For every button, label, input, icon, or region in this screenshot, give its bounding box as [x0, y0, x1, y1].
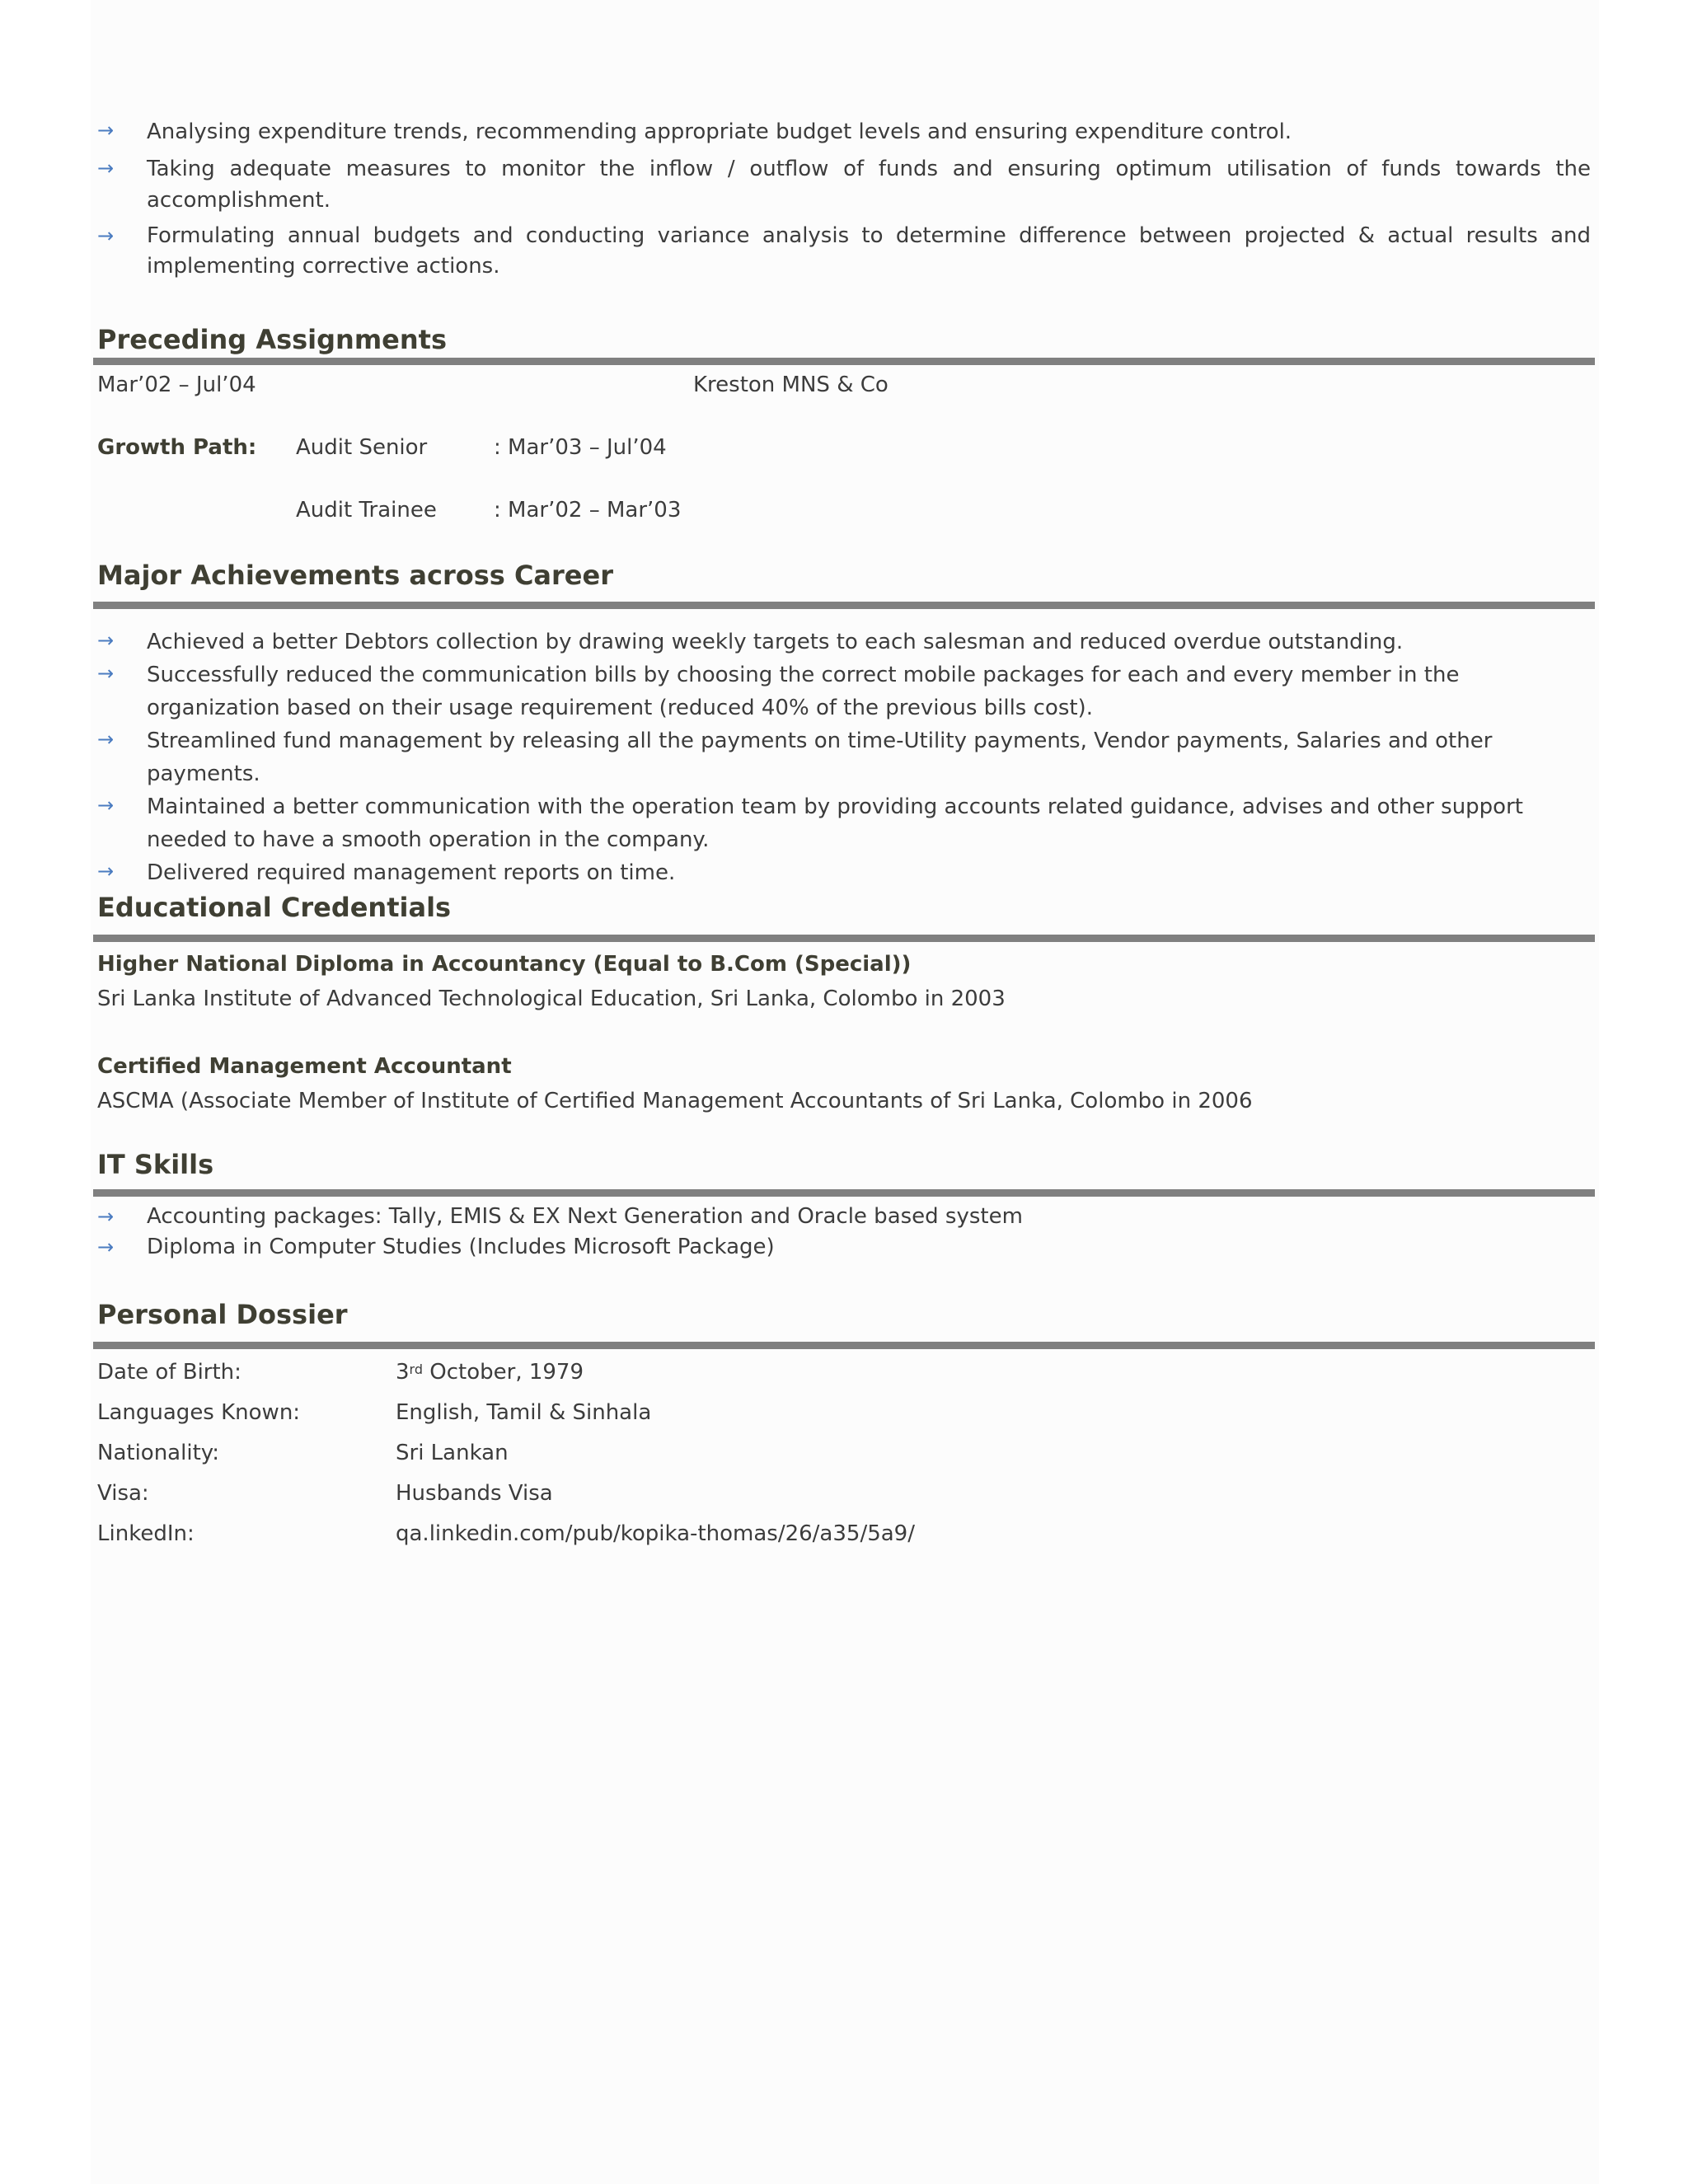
degree-title: Higher National Diploma in Accountancy (Equal to B.Com (Special))	[97, 952, 912, 977]
section-divider	[93, 1342, 1595, 1349]
list-item-text: Accounting packages: Tally, EMIS & EX Next Generation and Oracle based system	[147, 1204, 1023, 1229]
dossier-label: Date of Birth:	[97, 1360, 241, 1385]
degree-title: Certified Management Accountant	[97, 1054, 512, 1079]
right-arrow-icon: →	[97, 662, 115, 685]
list-item	[97, 658, 1591, 724]
responsibility-list	[97, 115, 1591, 282]
list-item-text: Formulating annual budgets and conducting variance analysis to determine difference between projected & actual results and implementing corrective actions.	[147, 223, 1591, 279]
dossier-value: English, Tamil & Sinhala	[396, 1400, 652, 1425]
list-item-text: Streamlined fund management by releasing all the payments on time-Utility payments, Vendor payments, Salaries and other payments.	[147, 729, 1493, 786]
dossier-label: LinkedIn:	[97, 1521, 195, 1546]
list-item	[97, 153, 1591, 216]
section-title: Educational Credentials	[97, 892, 452, 923]
list-item-text: Diploma in Computer Studies (Includes Microsoft Package)	[147, 1235, 775, 1259]
list-item	[97, 221, 1591, 282]
role-dates: : Mar’02 – Mar’03	[494, 498, 682, 523]
section-title: Preceding Assignments	[97, 324, 447, 355]
it-skills-section	[97, 1146, 1591, 1263]
section-title: IT Skills	[97, 1149, 214, 1180]
dossier-label: Languages Known:	[97, 1400, 301, 1425]
list-item	[97, 790, 1591, 856]
list-item-text: Successfully reduced the communication bills by choosing the correct mobile packages for each and every member in the organization based on their usage requirement (reduced 40% of the previous bills cost).	[147, 663, 1460, 720]
dob-day: 3	[396, 1360, 410, 1385]
degree-detail: Sri Lanka Institute of Advanced Technological Education, Sri Lanka, Colombo in 2003	[97, 987, 1006, 1011]
dossier-row	[97, 1474, 1591, 1514]
list-item	[97, 1232, 1591, 1263]
role-dates: : Mar’03 – Jul’04	[494, 435, 667, 460]
right-arrow-icon: →	[97, 860, 115, 883]
right-arrow-icon: →	[97, 224, 115, 247]
dossier-label: Nationality:	[97, 1441, 220, 1465]
degree-detail: ASCMA (Associate Member of Institute of Certified Management Accountants of Sri Lanka, Colombo in 2006	[97, 1089, 1253, 1113]
dossier-label: Visa:	[97, 1481, 149, 1506]
preceding-assignments-section	[97, 321, 1591, 527]
dob-suffix: rd	[409, 1361, 423, 1377]
dob-rest: October, 1979	[423, 1360, 584, 1385]
list-item-text: Analysing expenditure trends, recommending appropriate budget levels and ensuring expenditure control.	[147, 120, 1292, 144]
right-arrow-icon: →	[97, 728, 115, 751]
section-title: Major Achievements across Career	[97, 560, 613, 591]
education-section	[97, 889, 1591, 1119]
list-item-text: Achieved a better Debtors collection by drawing weekly targets to each salesman and reduced overdue outstanding.	[147, 630, 1404, 654]
dossier-row	[97, 1514, 1591, 1554]
dossier-value: Sri Lankan	[396, 1441, 509, 1465]
section-divider	[93, 602, 1595, 609]
section-title: Personal Dossier	[97, 1299, 348, 1330]
dossier-row-dob	[97, 1352, 1591, 1393]
achievements-section	[97, 557, 1591, 889]
personal-dossier-section	[97, 1296, 1591, 1554]
list-item-text: Maintained a better communication with the operation team by providing accounts related guidance, advises and other support needed to have a smooth operation in the company.	[147, 794, 1523, 852]
dossier-value: Husbands Visa	[396, 1481, 553, 1506]
list-item	[97, 626, 1591, 658]
it-skills-list	[97, 1202, 1591, 1263]
assignment-period: Mar’02 – Jul’04	[97, 373, 256, 397]
right-arrow-icon: →	[97, 119, 115, 142]
role-title: Audit Senior	[296, 435, 428, 460]
section-divider	[93, 935, 1595, 942]
linkedin-link[interactable]: qa.linkedin.com/pub/kopika-thomas/26/a35/5a9/	[396, 1521, 915, 1546]
dossier-value	[396, 1352, 584, 1393]
right-arrow-icon: →	[97, 794, 115, 817]
list-item	[97, 1202, 1591, 1232]
right-arrow-icon: →	[97, 157, 115, 180]
growth-path-label: Growth Path:	[97, 435, 257, 460]
right-arrow-icon: →	[97, 1235, 115, 1258]
right-arrow-icon: →	[97, 629, 115, 652]
achievements-list	[97, 626, 1591, 889]
growth-path-row	[97, 431, 1591, 464]
list-item-text: Delivered required management reports on time.	[147, 860, 676, 885]
assignment-header	[97, 368, 1591, 401]
dossier-row	[97, 1433, 1591, 1474]
list-item	[97, 115, 1591, 148]
assignment-company: Kreston MNS & Co	[693, 373, 889, 397]
dossier-row	[97, 1393, 1591, 1433]
role-title: Audit Trainee	[296, 498, 437, 523]
section-divider	[93, 1189, 1595, 1197]
list-item	[97, 724, 1591, 790]
list-item	[97, 856, 1591, 889]
list-item-text: Taking adequate measures to monitor the inflow / outflow of funds and ensuring optimum utilisation of funds towards the accomplishment.	[147, 157, 1591, 213]
section-divider	[93, 358, 1595, 365]
right-arrow-icon: →	[97, 1205, 115, 1228]
growth-path-row	[97, 494, 1591, 527]
